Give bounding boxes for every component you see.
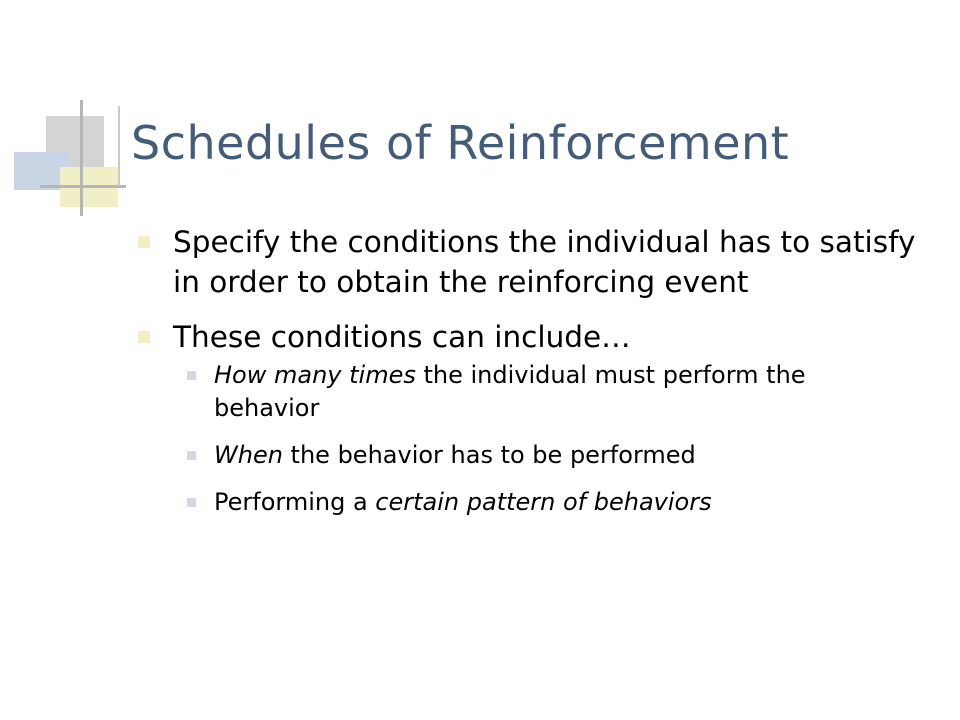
- bullet-list: [135, 222, 945, 532]
- sub-bullet-text: Performing a: [214, 488, 376, 516]
- sub-bullet-text: the behavior has to be performed: [282, 441, 696, 469]
- sub-bullet-italic-text: certain pattern of behaviors: [375, 488, 712, 516]
- bullet-text: Specify the conditions the individual has to satisfy in order to obtain the reinforcing event: [173, 225, 916, 299]
- sub-bullet-item: [185, 486, 914, 519]
- sub-bullet-italic-text: When: [214, 441, 283, 469]
- bullet-item: [135, 222, 945, 302]
- sub-bullet-text: the individual must perform the behavior: [214, 361, 806, 422]
- ornament-accent-line: [118, 106, 120, 186]
- ornament-horizontal-line: [40, 185, 126, 188]
- bullet-text: These conditions can include…: [173, 320, 631, 354]
- square-bullet-icon: [138, 236, 150, 248]
- square-sub-bullet-icon: [187, 371, 196, 380]
- sub-bullet-list: [185, 359, 957, 519]
- sub-bullet-item: [185, 439, 914, 472]
- ornament-vertical-line: [80, 100, 83, 216]
- square-sub-bullet-icon: [187, 498, 196, 507]
- slide-title: Schedules of Reinforcement: [131, 116, 790, 170]
- sub-bullet-italic-text: How many times: [214, 361, 416, 389]
- bullet-item: [135, 317, 945, 517]
- sub-bullet-item: [185, 359, 914, 425]
- square-sub-bullet-icon: [187, 451, 196, 460]
- corner-ornament-graphic: [0, 0, 140, 220]
- square-bullet-icon: [138, 331, 150, 343]
